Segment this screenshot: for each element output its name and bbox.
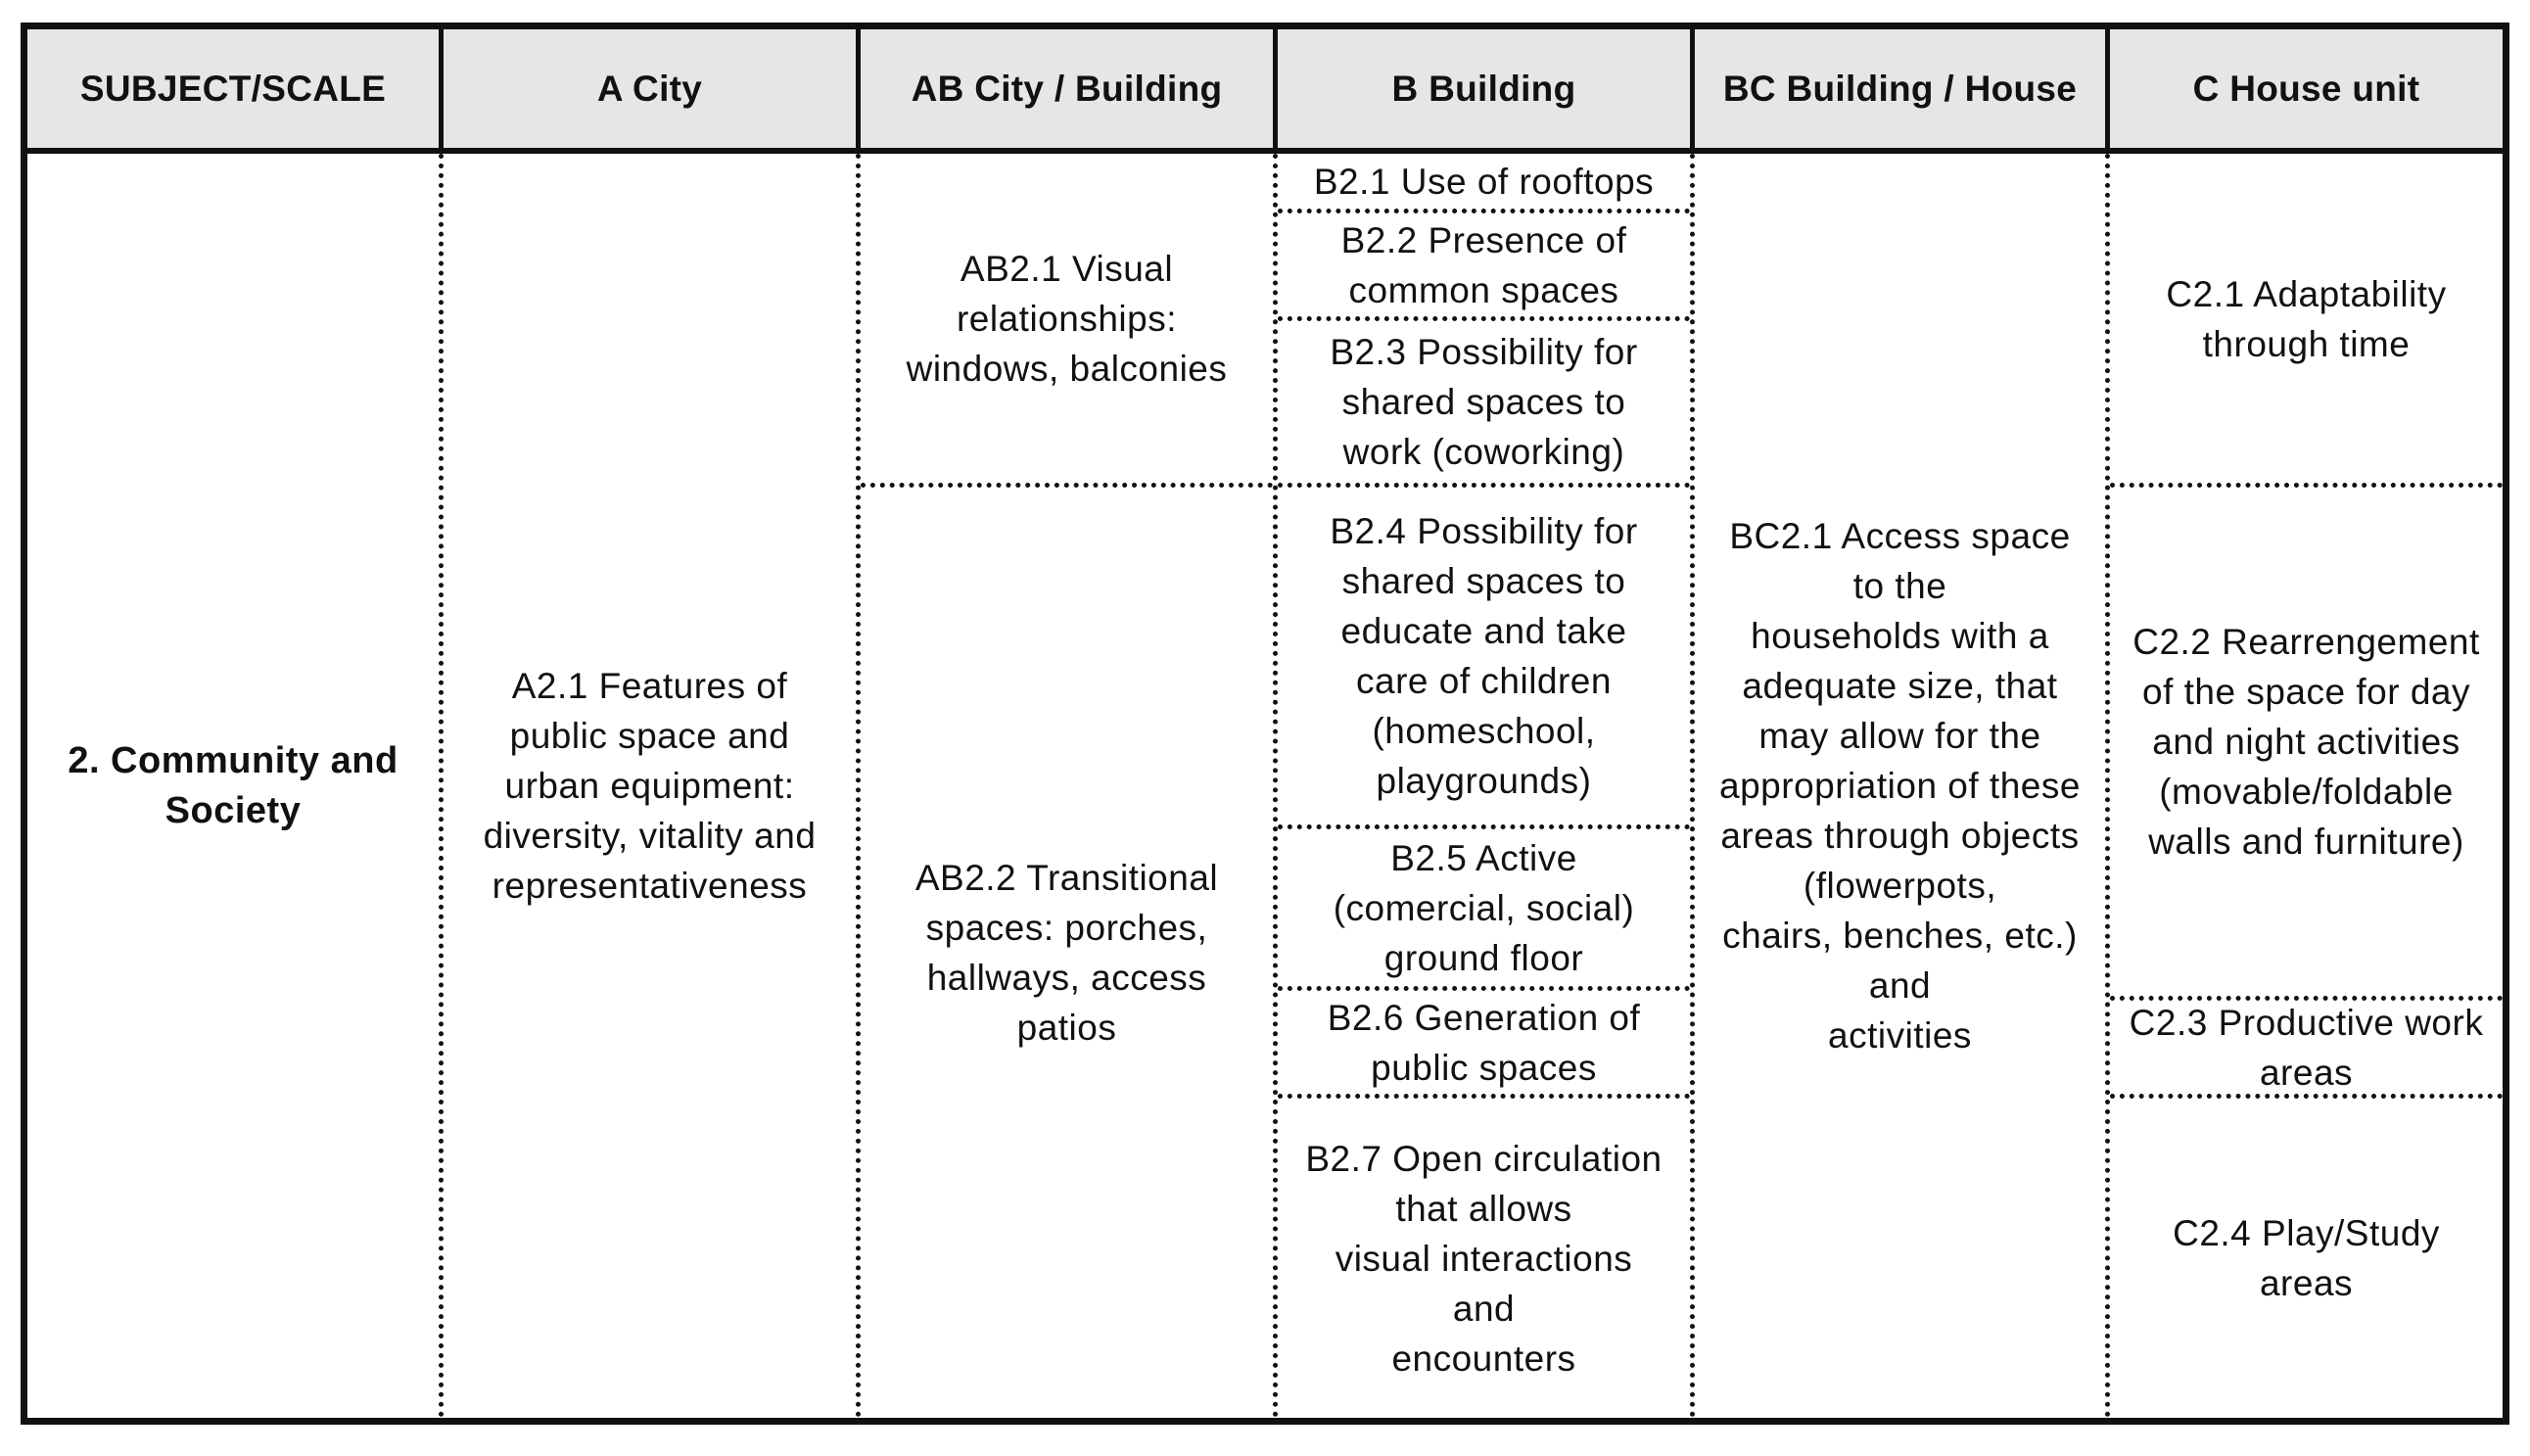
header-divider [1273, 29, 1278, 148]
cell-ab2-1: AB2.1 Visual relationships: windows, balconies [906, 249, 1228, 389]
cell-b2-6: B2.6 Generation of public spaces [1327, 997, 1641, 1088]
header-a-city: A City [596, 68, 703, 109]
cell-c2-4: C2.4 Play/Study areas [2173, 1213, 2440, 1303]
header-divider [1690, 29, 1695, 148]
cell-b2-7: B2.7 Open circulation that allows visual interactions and encounters [1305, 1138, 1663, 1379]
header-divider [856, 29, 861, 148]
header-divider [2105, 29, 2110, 148]
cell-b2-4: B2.4 Possibility for shared spaces to educate and take care of children (homeschool, playgrounds) [1330, 511, 1638, 801]
header-subject-scale: SUBJECT/SCALE [79, 68, 387, 109]
cell-bc2-1: BC2.1 Access space to the households with a adequate size, that may allow for the appropriation of these areas through objects (flowerpots, chairs, benches, etc.) and activities [1719, 516, 2081, 1056]
cell-c2-3: C2.3 Productive work areas [2129, 1002, 2484, 1093]
header-b-building: B Building [1391, 68, 1576, 109]
cell-b2-1: B2.1 Use of rooftops [1313, 161, 1655, 202]
cell-c2-2: C2.2 Rearrengement of the space for day and night activities (movable/foldable walls and furniture) [2132, 622, 2480, 862]
criteria-matrix-table [21, 23, 2509, 1425]
header-c-house-unit: C House unit [2192, 68, 2420, 109]
row-label-community-society: 2. Community and Society [68, 739, 398, 831]
cell-b2-3: B2.3 Possibility for shared spaces to work (coworking) [1330, 332, 1638, 472]
header-ab-city-building: AB City / Building [911, 68, 1223, 109]
cell-b2-2: B2.2 Presence of common spaces [1340, 219, 1627, 310]
cell-a2-1: A2.1 Features of public space and urban equipment: diversity, vitality and representativeness [483, 666, 817, 906]
header-divider [439, 29, 444, 148]
cell-b2-5: B2.5 Active (comercial, social) ground floor [1333, 837, 1635, 978]
cell-c2-1: C2.1 Adaptability through time [2166, 273, 2447, 364]
cell-ab2-2: AB2.2 Transitional spaces: porches, hallways, access patios [914, 858, 1219, 1048]
header-bc-building-house: BC Building / House [1722, 68, 2078, 109]
